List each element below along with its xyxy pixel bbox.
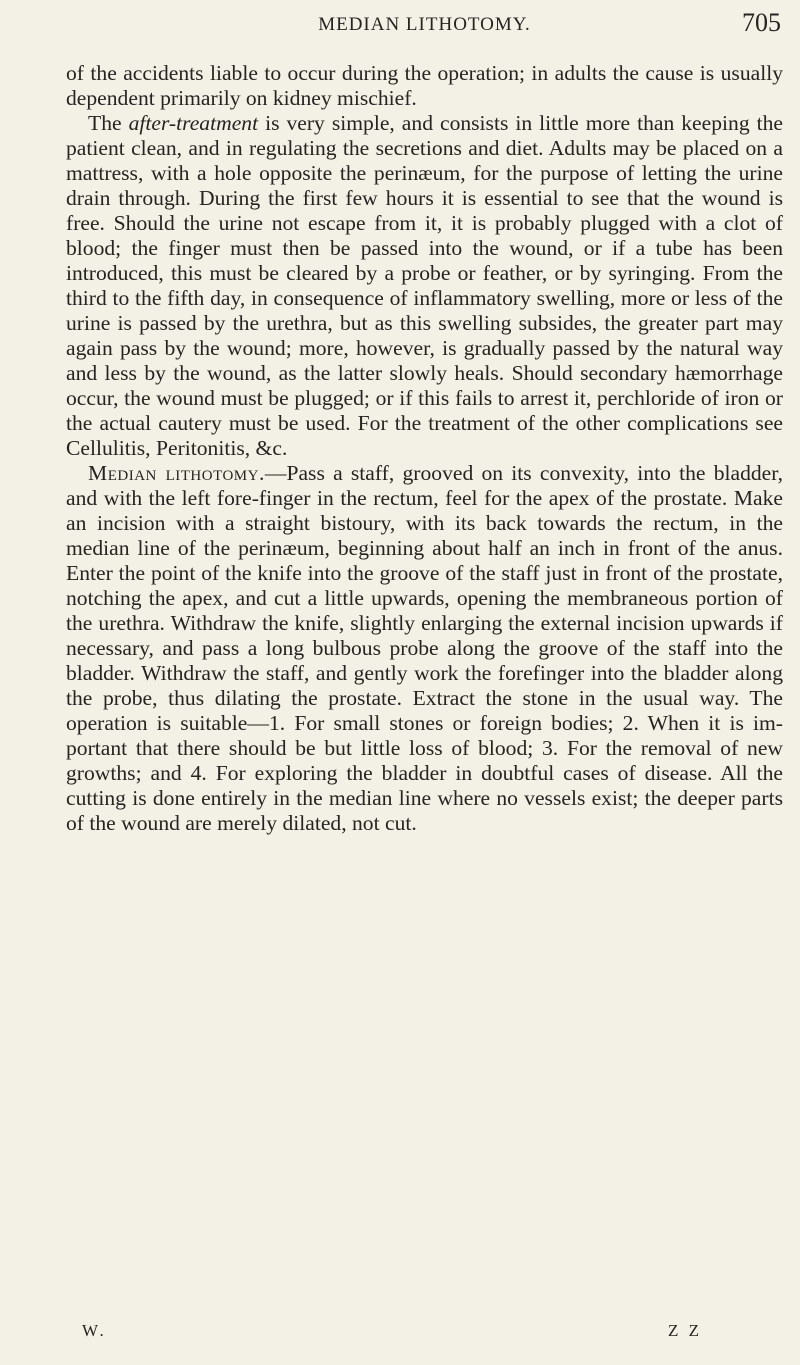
body-text <box>66 61 783 836</box>
paragraph-lead: The <box>88 111 129 135</box>
page-number: 705 <box>742 8 781 37</box>
paragraph-continued: of the accidents liable to occur during the operation; in adults the cause is usually dependent primarily on kidney mischief. <box>66 61 783 110</box>
printer-signature: W. <box>82 1321 107 1340</box>
page-footer <box>82 1321 702 1347</box>
paragraph-body: is very simple, and consists in little more than keeping the patient clean, and in regulating the secretions and diet. Adults may be placed on a mattress, with a hole opposite the perinæum, for the purpose of letting the urine drain through. During the first few hours it is essential to see that the wound is free. Should the urine not escape from it, it is probably plugged with a clot of blood; the finger must then be passed into the wound, or if a tube has been introduced, this must be cleared by a probe or feather, or by syringing. From the third to the fifth day, in consequence of inflammatory swelling, more or less of the urine is passed by the urethra, but as this swelling subsides, the greater part may again pass by the wound; more, however, is gradually passed by the natural way and less by the wound, as the latter slowly heals. Should secondary hæmorrhage occur, the wound must be plugged; or if this fails to arrest it, perchloride of iron or the actual cautery must be used. For the treatment of the other complications see Cellulitis, Peritonitis, &c. <box>66 111 783 460</box>
running-head: MEDIAN LITHOTOMY. <box>318 14 531 35</box>
paragraph-body: —Pass a staff, grooved on its convexity, into the bladder, and with the left fore-finger in the rectum, feel for the apex of the prostate. Make an incision with a straight bistoury, with its back towards the rectum, in the median line of the perinæum, beginning about half an inch in front of the anus. Enter the point of the knife into the groove of the staff just in front of the prostate, notching the apex, and cut a little upwards, opening the membraneous portion of the urethra. Withdraw the knife, slightly enlarging the external incision upwards if necessary, and pass a long bulbous probe along the groove of the staff into the bladder. Withdraw the staff, and gently work the forefinger into the bladder along the probe, thus dilating the prostate. Extract the stone in the usual way. The operation is suitable—1. For small stones or foreign bodies; 2. When it is important that there should be but little loss of blood; 3. For the removal of new growths; and 4. For exploring the bladder in doubtful cases of disease. All the cutting is done entirely in the median line where no vessels exist; the deeper parts of the wound are merely dilated, not cut. <box>66 461 783 835</box>
italic-term: after-treatment <box>128 111 259 135</box>
page-header <box>66 8 783 40</box>
section-heading: Median lithotomy. <box>88 461 265 485</box>
paragraph-after-treatment <box>66 111 783 461</box>
sheet-mark: Z Z <box>667 1321 702 1340</box>
paragraph-median-lithotomy <box>66 461 783 836</box>
